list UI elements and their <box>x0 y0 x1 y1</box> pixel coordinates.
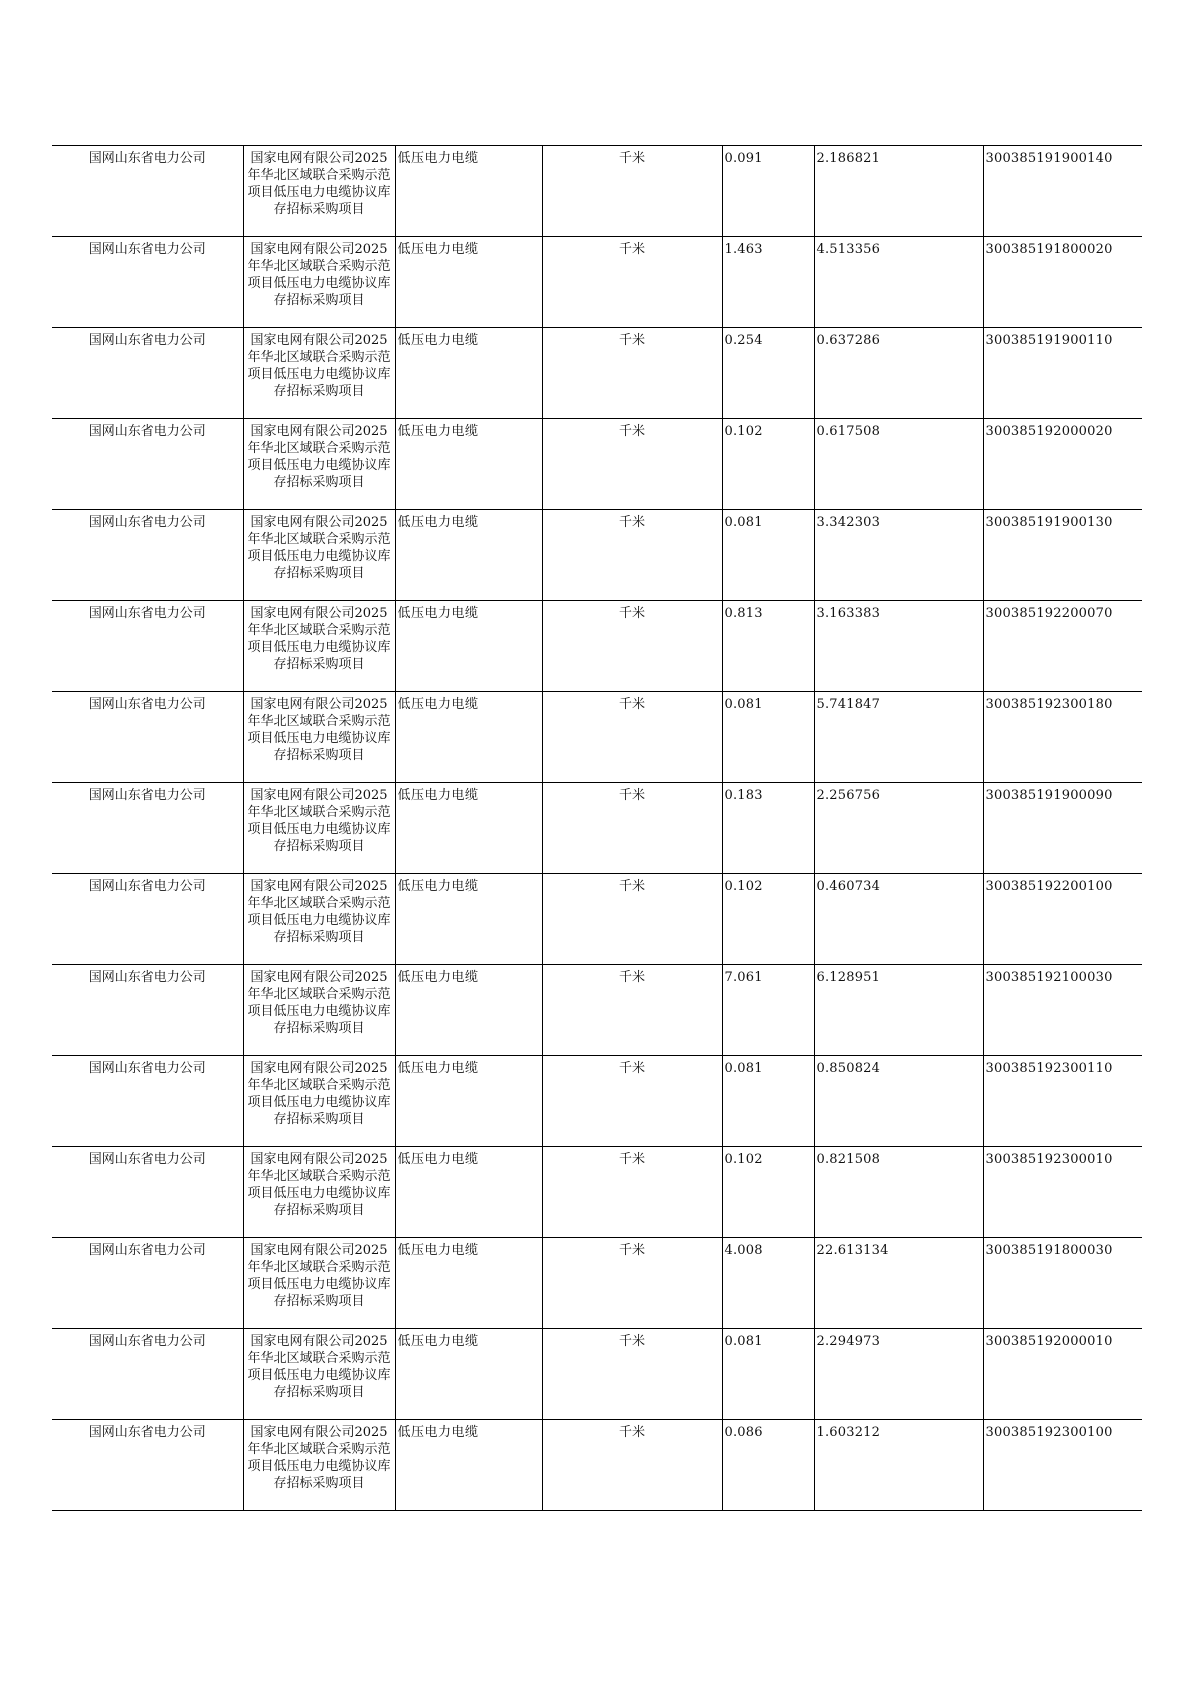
cell-package-code: 300385192200100 <box>983 874 1142 965</box>
cell-project-name: 国家电网有限公司2025年华北区域联合采购示范项目低压电力电缆协议库存招标采购项目 <box>243 1147 395 1238</box>
cell-unit: 千米 <box>542 1056 722 1147</box>
cell-material-name: 低压电力电缆 <box>395 783 542 874</box>
cell-material-name: 低压电力电缆 <box>395 146 542 237</box>
cell-amount: 4.513356 <box>814 237 983 328</box>
cell-quantity: 0.102 <box>722 1147 814 1238</box>
table-row <box>52 1329 1142 1420</box>
cell-project-name: 国家电网有限公司2025年华北区域联合采购示范项目低压电力电缆协议库存招标采购项目 <box>243 783 395 874</box>
cell-package-code: 300385192300100 <box>983 1420 1142 1511</box>
table-body <box>52 146 1142 1511</box>
cell-material-name: 低压电力电缆 <box>395 601 542 692</box>
cell-package-code: 300385191900140 <box>983 146 1142 237</box>
table-row <box>52 1238 1142 1329</box>
cell-unit: 千米 <box>542 328 722 419</box>
cell-unit: 千米 <box>542 783 722 874</box>
cell-amount: 2.256756 <box>814 783 983 874</box>
cell-quantity: 0.081 <box>722 1056 814 1147</box>
cell-project-name: 国家电网有限公司2025年华北区域联合采购示范项目低压电力电缆协议库存招标采购项目 <box>243 328 395 419</box>
cell-unit: 千米 <box>542 1329 722 1420</box>
cell-amount: 0.850824 <box>814 1056 983 1147</box>
cell-package-code: 300385192300110 <box>983 1056 1142 1147</box>
cell-material-name: 低压电力电缆 <box>395 692 542 783</box>
cell-package-code: 300385192100030 <box>983 965 1142 1056</box>
cell-amount: 0.460734 <box>814 874 983 965</box>
cell-unit: 千米 <box>542 1147 722 1238</box>
cell-unit: 千米 <box>542 146 722 237</box>
table-row <box>52 1147 1142 1238</box>
cell-material-name: 低压电力电缆 <box>395 1238 542 1329</box>
cell-quantity: 0.102 <box>722 419 814 510</box>
cell-package-code: 300385192000010 <box>983 1329 1142 1420</box>
table-row <box>52 965 1142 1056</box>
cell-project-name: 国家电网有限公司2025年华北区域联合采购示范项目低压电力电缆协议库存招标采购项目 <box>243 1420 395 1511</box>
cell-quantity: 0.813 <box>722 601 814 692</box>
cell-amount: 0.637286 <box>814 328 983 419</box>
table-row <box>52 146 1142 237</box>
cell-quantity: 1.463 <box>722 237 814 328</box>
cell-quantity: 0.086 <box>722 1420 814 1511</box>
cell-amount: 0.617508 <box>814 419 983 510</box>
cell-organization: 国网山东省电力公司 <box>52 783 243 874</box>
cell-package-code: 300385191800020 <box>983 237 1142 328</box>
cell-unit: 千米 <box>542 692 722 783</box>
cell-organization: 国网山东省电力公司 <box>52 510 243 601</box>
cell-amount: 2.294973 <box>814 1329 983 1420</box>
cell-organization: 国网山东省电力公司 <box>52 1056 243 1147</box>
cell-project-name: 国家电网有限公司2025年华北区域联合采购示范项目低压电力电缆协议库存招标采购项目 <box>243 1329 395 1420</box>
table-row <box>52 237 1142 328</box>
cell-amount: 0.821508 <box>814 1147 983 1238</box>
table-row <box>52 1056 1142 1147</box>
cell-quantity: 4.008 <box>722 1238 814 1329</box>
cell-amount: 6.128951 <box>814 965 983 1056</box>
cell-material-name: 低压电力电缆 <box>395 237 542 328</box>
cell-quantity: 0.254 <box>722 328 814 419</box>
cell-amount: 3.163383 <box>814 601 983 692</box>
cell-project-name: 国家电网有限公司2025年华北区域联合采购示范项目低压电力电缆协议库存招标采购项目 <box>243 510 395 601</box>
table-row <box>52 328 1142 419</box>
cell-package-code: 300385191900110 <box>983 328 1142 419</box>
cell-amount: 5.741847 <box>814 692 983 783</box>
cell-quantity: 0.091 <box>722 146 814 237</box>
cell-organization: 国网山东省电力公司 <box>52 1147 243 1238</box>
cell-amount: 22.613134 <box>814 1238 983 1329</box>
cell-project-name: 国家电网有限公司2025年华北区域联合采购示范项目低压电力电缆协议库存招标采购项目 <box>243 237 395 328</box>
cell-unit: 千米 <box>542 601 722 692</box>
cell-organization: 国网山东省电力公司 <box>52 419 243 510</box>
cell-material-name: 低压电力电缆 <box>395 510 542 601</box>
cell-material-name: 低压电力电缆 <box>395 419 542 510</box>
cell-unit: 千米 <box>542 510 722 601</box>
cell-package-code: 300385192300010 <box>983 1147 1142 1238</box>
cell-quantity: 7.061 <box>722 965 814 1056</box>
cell-package-code: 300385192200070 <box>983 601 1142 692</box>
cell-project-name: 国家电网有限公司2025年华北区域联合采购示范项目低压电力电缆协议库存招标采购项目 <box>243 1056 395 1147</box>
cell-quantity: 0.081 <box>722 510 814 601</box>
cell-project-name: 国家电网有限公司2025年华北区域联合采购示范项目低压电力电缆协议库存招标采购项目 <box>243 601 395 692</box>
cell-amount: 3.342303 <box>814 510 983 601</box>
cell-organization: 国网山东省电力公司 <box>52 237 243 328</box>
cell-quantity: 0.102 <box>722 874 814 965</box>
cell-unit: 千米 <box>542 1420 722 1511</box>
cell-package-code: 300385191900090 <box>983 783 1142 874</box>
cell-organization: 国网山东省电力公司 <box>52 692 243 783</box>
cell-organization: 国网山东省电力公司 <box>52 146 243 237</box>
cell-material-name: 低压电力电缆 <box>395 1420 542 1511</box>
cell-quantity: 0.183 <box>722 783 814 874</box>
cell-project-name: 国家电网有限公司2025年华北区域联合采购示范项目低压电力电缆协议库存招标采购项目 <box>243 419 395 510</box>
table-row <box>52 601 1142 692</box>
cell-material-name: 低压电力电缆 <box>395 965 542 1056</box>
cell-organization: 国网山东省电力公司 <box>52 965 243 1056</box>
cell-package-code: 300385191900130 <box>983 510 1142 601</box>
table-row <box>52 510 1142 601</box>
cell-project-name: 国家电网有限公司2025年华北区域联合采购示范项目低压电力电缆协议库存招标采购项目 <box>243 692 395 783</box>
cell-material-name: 低压电力电缆 <box>395 874 542 965</box>
table-row <box>52 783 1142 874</box>
cell-project-name: 国家电网有限公司2025年华北区域联合采购示范项目低压电力电缆协议库存招标采购项目 <box>243 874 395 965</box>
cell-material-name: 低压电力电缆 <box>395 1147 542 1238</box>
cell-organization: 国网山东省电力公司 <box>52 1329 243 1420</box>
table-row <box>52 419 1142 510</box>
cell-project-name: 国家电网有限公司2025年华北区域联合采购示范项目低压电力电缆协议库存招标采购项目 <box>243 1238 395 1329</box>
cell-material-name: 低压电力电缆 <box>395 1329 542 1420</box>
cell-package-code: 300385191800030 <box>983 1238 1142 1329</box>
cell-organization: 国网山东省电力公司 <box>52 1238 243 1329</box>
cell-unit: 千米 <box>542 874 722 965</box>
cell-package-code: 300385192000020 <box>983 419 1142 510</box>
cell-amount: 1.603212 <box>814 1420 983 1511</box>
table-row <box>52 874 1142 965</box>
cell-quantity: 0.081 <box>722 1329 814 1420</box>
cell-unit: 千米 <box>542 237 722 328</box>
cell-project-name: 国家电网有限公司2025年华北区域联合采购示范项目低压电力电缆协议库存招标采购项目 <box>243 146 395 237</box>
cell-organization: 国网山东省电力公司 <box>52 328 243 419</box>
cell-organization: 国网山东省电力公司 <box>52 874 243 965</box>
cell-package-code: 300385192300180 <box>983 692 1142 783</box>
cell-organization: 国网山东省电力公司 <box>52 1420 243 1511</box>
cell-quantity: 0.081 <box>722 692 814 783</box>
cell-unit: 千米 <box>542 965 722 1056</box>
cell-material-name: 低压电力电缆 <box>395 1056 542 1147</box>
cell-unit: 千米 <box>542 1238 722 1329</box>
cell-amount: 2.186821 <box>814 146 983 237</box>
cell-unit: 千米 <box>542 419 722 510</box>
procurement-table <box>52 145 1142 1511</box>
table-row <box>52 1420 1142 1511</box>
cell-organization: 国网山东省电力公司 <box>52 601 243 692</box>
cell-material-name: 低压电力电缆 <box>395 328 542 419</box>
table-row <box>52 692 1142 783</box>
cell-project-name: 国家电网有限公司2025年华北区域联合采购示范项目低压电力电缆协议库存招标采购项目 <box>243 965 395 1056</box>
